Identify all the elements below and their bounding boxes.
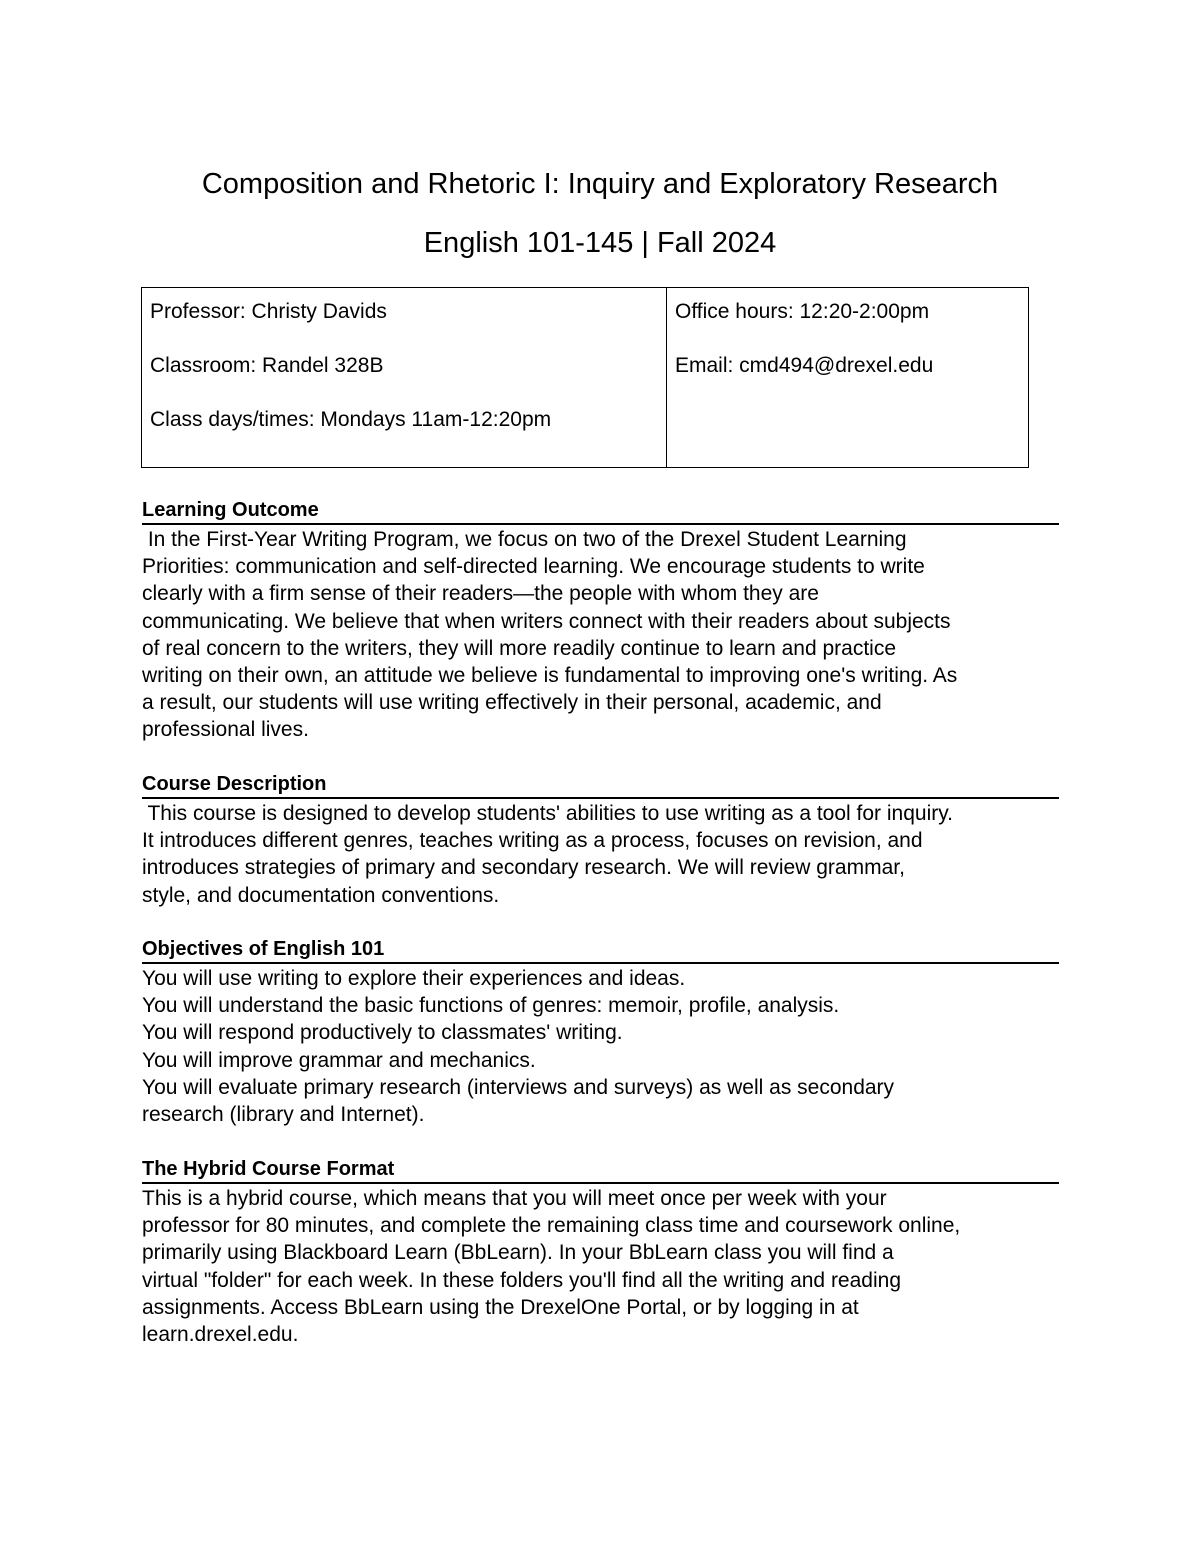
- learning-outcome-section: [142, 497, 1059, 744]
- professor-line: Professor: Christy Davids: [150, 300, 387, 323]
- text-line: of real concern to the writers, they will more readily continue to learn and practice: [142, 636, 897, 660]
- course-title: Composition and Rhetoric I: Inquiry and Exploratory Research: [201, 168, 999, 200]
- objective-line: You will understand the basic functions of genres: memoir, profile, analysis.: [142, 994, 840, 1018]
- hybrid-format-section: [142, 1156, 1059, 1348]
- course-info-table: [141, 287, 1029, 468]
- course-subtitle: English 101-145 | Fall 2024: [423, 227, 777, 259]
- text-line: communicating. We believe that when writers connect with their readers about subjects: [142, 609, 951, 633]
- objective-line: You will improve grammar and mechanics.: [142, 1048, 536, 1072]
- learning-outcome-heading: Learning Outcome: [142, 497, 1059, 525]
- email-line: Email: cmd494@drexel.edu: [675, 354, 934, 377]
- hybrid-format-text: [142, 1184, 1059, 1348]
- text-line: virtual "folder" for each week. In these folders you'll find all the writing and reading: [142, 1268, 901, 1292]
- course-info-left-cell: [142, 288, 667, 468]
- text-line: It introduces different genres, teaches writing as a process, focuses on revision, and: [142, 829, 923, 853]
- objectives-text: [142, 964, 1059, 1128]
- hybrid-format-heading: The Hybrid Course Format: [142, 1156, 1059, 1184]
- text-line: In the First-Year Writing Program, we focus on two of the Drexel Student Learning: [142, 528, 907, 551]
- text-line: primarily using Blackboard Learn (BbLearn). In your BbLearn class you will find a: [142, 1241, 894, 1265]
- text-line: professional lives.: [142, 718, 309, 742]
- class-times-line: Class days/times: Mondays 11am-12:20pm: [150, 408, 552, 431]
- objective-line: You will evaluate primary research (interviews and surveys) as well as secondary: [142, 1075, 895, 1099]
- office-hours-line: Office hours: 12:20-2:00pm: [675, 300, 930, 323]
- text-line: clearly with a firm sense of their readers—the people with whom they are: [142, 582, 819, 606]
- text-line: a result, our students will use writing effectively in their personal, academic, and: [142, 691, 882, 715]
- objectives-section: [142, 936, 1059, 1128]
- objectives-heading: Objectives of English 101: [142, 936, 1059, 964]
- text-line: Priorities: communication and self-directed learning. We encourage students to write: [142, 555, 925, 579]
- text-line: professor for 80 minutes, and complete the remaining class time and coursework online,: [142, 1214, 961, 1238]
- text-line: This is a hybrid course, which means that you will meet once per week with your: [142, 1187, 887, 1210]
- text-line: assignments. Access BbLearn using the DrexelOne Portal, or by logging in at: [142, 1295, 859, 1319]
- objective-line: research (library and Internet).: [142, 1103, 425, 1127]
- course-description-text: [142, 799, 1059, 909]
- classroom-line: Classroom: Randel 328B: [150, 354, 384, 377]
- course-description-heading: Course Description: [142, 771, 1059, 799]
- text-line: style, and documentation conventions.: [142, 883, 500, 907]
- text-line: learn.drexel.edu.: [142, 1323, 299, 1347]
- objective-line: You will respond productively to classmates' writing.: [142, 1021, 623, 1045]
- course-description-section: [142, 771, 1059, 909]
- text-line: writing on their own, an attitude we believe is fundamental to improving one's writing. As: [142, 664, 958, 688]
- text-line: introduces strategies of primary and secondary research. We will review grammar,: [142, 856, 905, 880]
- course-info-right-cell: [667, 288, 1029, 468]
- text-line: This course is designed to develop students' abilities to use writing as a tool for inquiry.: [142, 802, 954, 825]
- objective-line: You will use writing to explore their experiences and ideas.: [142, 967, 686, 990]
- learning-outcome-text: [142, 525, 1059, 744]
